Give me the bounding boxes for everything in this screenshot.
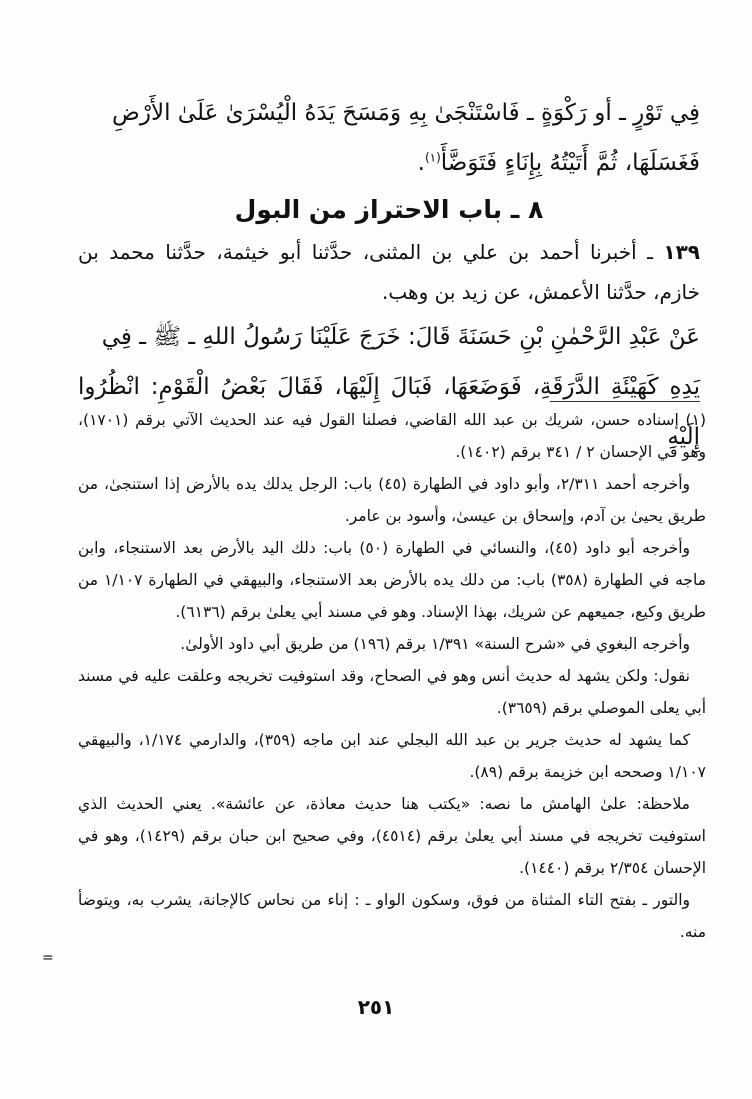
hadith-number: ١٣٩ xyxy=(663,240,700,264)
footnote-paragraph-8: والتور ـ بفتح التاء المثناة من فوق، وسكون الواو ـ : إناء من نحاس كالإجانة، يشرب به، ويتوضأ منه. xyxy=(78,891,706,941)
line-end-period: . xyxy=(417,150,425,176)
footnote-marker: (١) xyxy=(424,150,441,165)
continued-hadith-line-1: فِي تَوْرٍ ـ أو رَكْوَةٍ ـ فَاسْتَنْجَىٰ بِهِ وَمَسَحَ يَدَهُ الْيُسْرَىٰ عَلَىٰ الأَرْضِ xyxy=(112,100,700,126)
footnote-paragraph-7: ملاحظة: علىٰ الهامش ما نصه: «يكتب هنا حديث معاذة، عن عائشة». يعني الحديث الذي استوفيت تخريجه في مسند أبي يعلىٰ برقم (٤٥١٤)، وفي صحيح ابن حبان برقم (١٤٢٩)، وهو في الإحسان ٢/٣٥٤ برقم (١٤٤٠). xyxy=(78,795,706,877)
footnote-paragraph-4: وأخرجه البغوي في «شرح السنة» ١/٣٩١ برقم (١٩٦) من طريق أبي داود الأولىٰ. xyxy=(180,635,690,653)
footnote-paragraph-2: وأخرجه أحمد ٢/٣١١، وأبو داود في الطهارة (٤٥) باب: الرجل يدلك يده بالأرض إذا استنجىٰ، من طريق يحيىٰ بن آدم، وإسحاق بن عيسىٰ، وأسود بن عامر. xyxy=(78,475,706,525)
isnad-text: ـ أخبرنا أحمد بن علي بن المثنى، حدَّثنا أبو خيثمة، حدَّثنا محمد بن خازم، حدَّثنا الأعمش، عن زيد بن وهب. xyxy=(78,240,700,304)
chapter-heading: ٨ ـ باب الاحتراز من البول xyxy=(234,195,544,224)
footnote-paragraph-5: نقول: ولكن يشهد له حديث أنس وهو في الصحاح، وقد استوفيت تخريجه وعلقت عليه في مسند أبي يعلى الموصلي برقم (٣٦٥٩). xyxy=(78,667,706,717)
hadith-isnad xyxy=(78,232,700,312)
continued-hadith-line-2 xyxy=(78,138,700,188)
hadith-matn-line-2: يَدِهِ كَهَيْئَةِ الدَّرَقَةِ، فَوَضَعَهَا، فَبَالَ إِلَيْهَا، فَقَالَ بَعْضُ الْقَوْمِ: انْظُرُوا إِلَيْهِ xyxy=(78,374,700,450)
continuation-mark: = xyxy=(42,950,54,966)
footnote-separator xyxy=(550,401,700,402)
footnotes xyxy=(78,404,706,948)
footnote-paragraph-3: وأخرجه أبو داود (٤٥)، والنسائي في الطهارة (٥٠) باب: دلك اليد بالأرض بعد الاستنجاء، وابن ماجه في الطهارة (٣٥٨) باب: من دلك يده بالأرض بعد الاستنجاء، والبيهقي في الطهارة ١/١٠٧ من طريق وكيع، جميعهم عن شريك، بهذا الإسناد. وهو في مسند أبي يعلىٰ برقم (٦١٣٦). xyxy=(78,539,706,621)
continued-hadith-line-2-text: فَغَسَلَهَا، ثُمَّ أَتَيْتُهُ بِإِنَاءٍ فَتَوَضَّأَ xyxy=(440,150,700,176)
page-number: ٢٥١ xyxy=(357,995,395,1019)
hadith-matn-line-1: عَنْ عَبْدِ الرَّحْمٰنِ بْنِ حَسَنَةَ قَالَ: خَرَجَ عَلَيْنَا رَسُولُ اللهِ ـ ﷺ ـ فِي xyxy=(101,324,700,350)
footnote-paragraph-6: كما يشهد له حديث جرير بن عبد الله البجلي عند ابن ماجه (٣٥٩)، والدارمي ١/١٧٤، والبيهقي ١/١٠٧ وصححه ابن خزيمة برقم (٨٩). xyxy=(78,731,706,781)
footnote-1: (١) إسناده حسن، شريك بن عبد الله القاضي، فصلنا القول فيه عند الحديث الآتي برقم (١٧٠١)، وهو في الإحسان ٢ / ٣٤١ برقم (١٤٠٢). xyxy=(78,411,706,461)
